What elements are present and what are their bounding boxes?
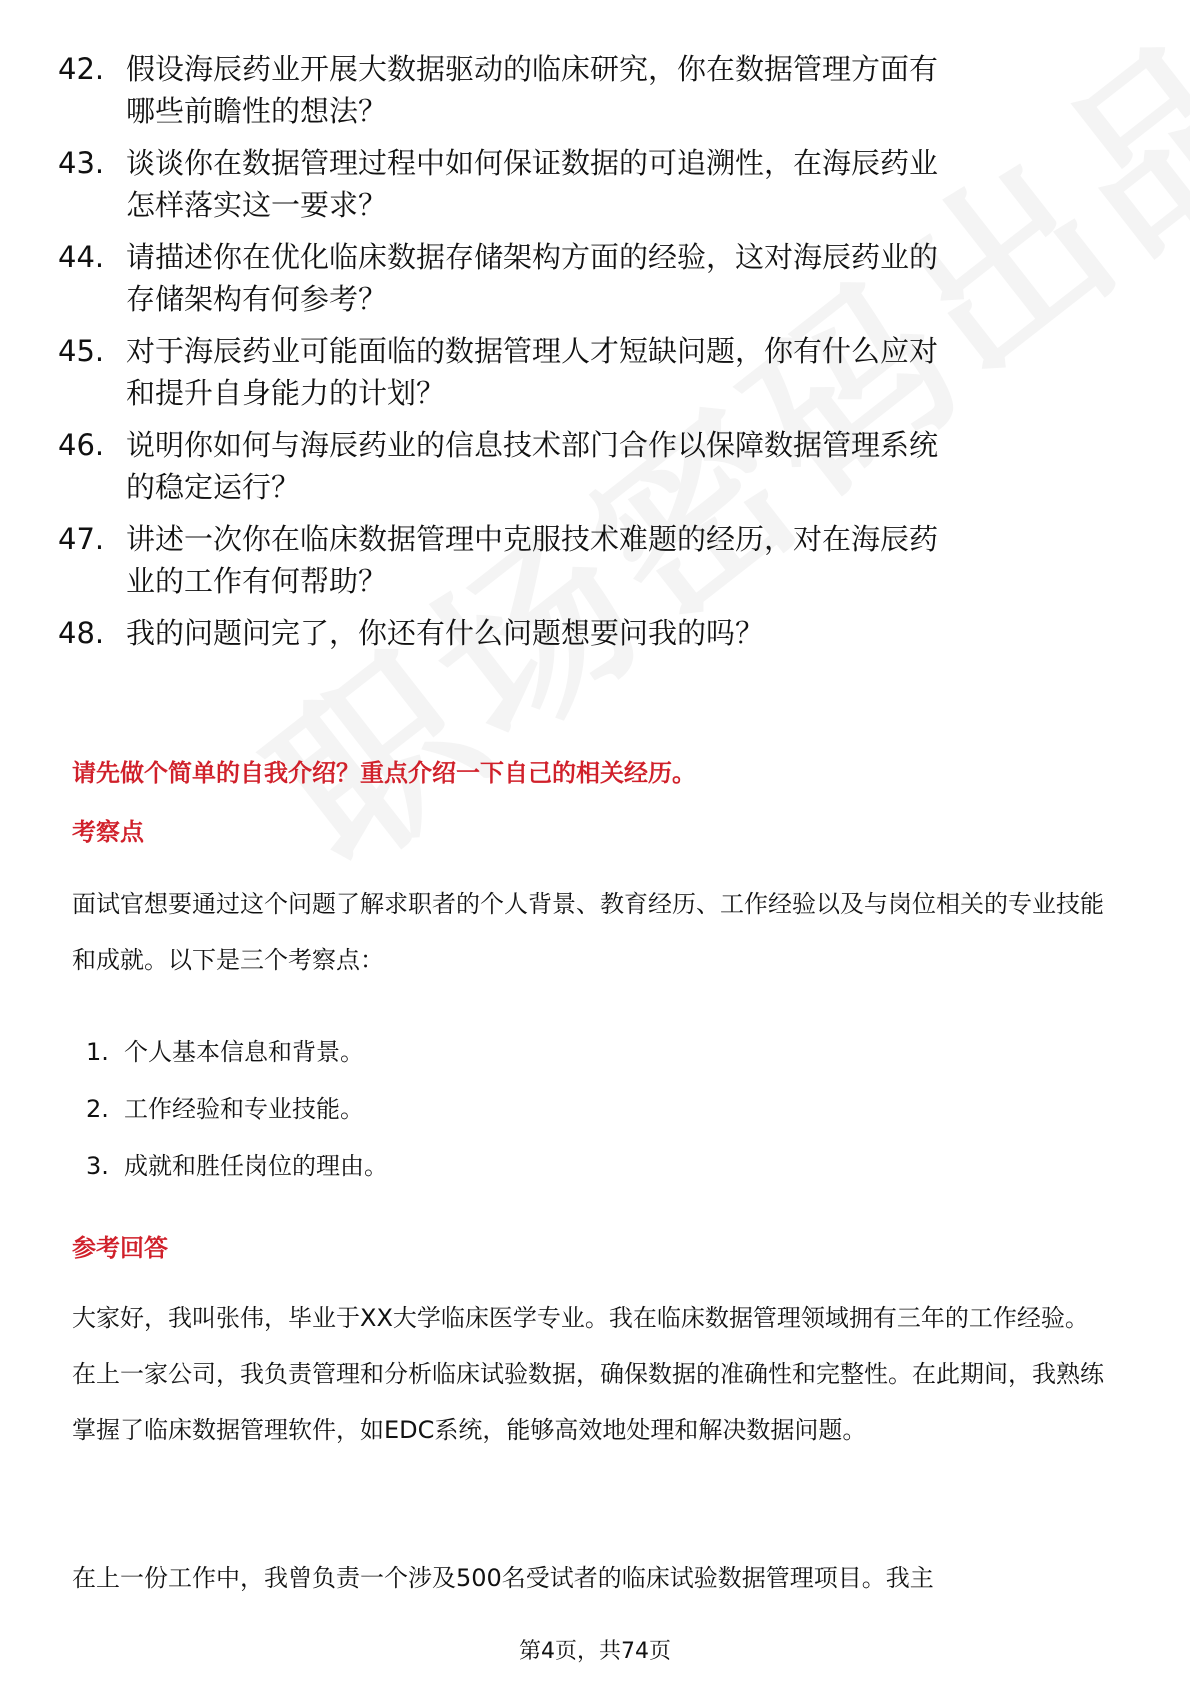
question-text-line: 怎样落实这一要求？ [126,188,388,222]
list-item [58,236,1126,320]
section-title: 请先做个简单的自我介绍？重点介绍一下自己的相关经历。 [72,759,696,787]
focus-points [86,1032,388,1203]
question-list [58,48,1128,664]
page-footer: 第4页，共74页 [519,1639,671,1664]
point-text: 成就和胜任岗位的理由。 [124,1152,388,1180]
list-item [86,1146,388,1203]
list-item [58,142,1126,226]
list-item [58,424,1126,508]
point-number: 3. [86,1152,109,1180]
question-text-line: 对于海辰药业可能面临的数据管理人才短缺问题，你有什么应对 [126,334,939,368]
question-number: 43. [58,146,105,180]
point-text: 个人基本信息和背景。 [124,1038,364,1066]
question-text-line: 存储架构有何参考？ [126,282,388,316]
list-item [58,330,1126,414]
question-number: 47. [58,522,105,556]
question-number: 44. [58,240,105,274]
list-item [86,1089,388,1146]
answer-paragraph-2: 在上一份工作中，我曾负责一个涉及500名受试者的临床试验数据管理项目。我主 [72,1564,934,1592]
list-item [58,518,1126,602]
question-number: 48. [58,616,105,650]
list-item [86,1032,388,1089]
question-text-line: 我的问题问完了，你还有什么问题想要问我的吗？ [126,616,765,650]
list-item [58,612,1126,654]
point-number: 2. [86,1095,109,1123]
question-text-line: 讲述一次你在临床数据管理中克服技术难题的经历，对在海辰药 [126,522,939,556]
focus-paragraph: 面试官想要通过这个问题了解求职者的个人背景、教育经历、工作经验以及与岗位相关的专业技能和成就。以下是三个考察点： [72,890,1104,974]
answer-paragraph-1: 大家好，我叫张伟，毕业于XX大学临床医学专业。我在临床数据管理领域拥有三年的工作经验。在上一家公司，我负责管理和分析临床试验数据，确保数据的准确性和完整性。在此期间，我熟练掌握了临床数据管理软件，如EDC系统，能够高效地处理和解决数据问题。 [72,1304,1104,1444]
point-number: 1. [86,1038,109,1066]
question-text-line: 假设海辰药业开展大数据驱动的临床研究，你在数据管理方面有 [126,52,939,86]
question-number: 46. [58,428,105,462]
question-text-line: 请描述你在优化临床数据存储架构方面的经验，这对海辰药业的 [126,240,939,274]
list-item [58,48,1126,132]
question-text-line: 哪些前瞻性的想法？ [126,94,388,128]
question-number: 45. [58,334,105,368]
question-number: 42. [58,52,105,86]
question-text-line: 和提升自身能力的计划？ [126,376,446,410]
question-text-line: 业的工作有何帮助？ [126,564,388,598]
question-text-line: 谈谈你在数据管理过程中如何保证数据的可追溯性，在海辰药业 [126,146,939,180]
question-text-line: 的稳定运行？ [126,470,301,504]
answer-heading: 参考回答 [72,1234,168,1262]
focus-heading: 考察点 [72,818,144,846]
question-text-line: 说明你如何与海辰药业的信息技术部门合作以保障数据管理系统 [126,428,939,462]
point-text: 工作经验和专业技能。 [124,1095,364,1123]
